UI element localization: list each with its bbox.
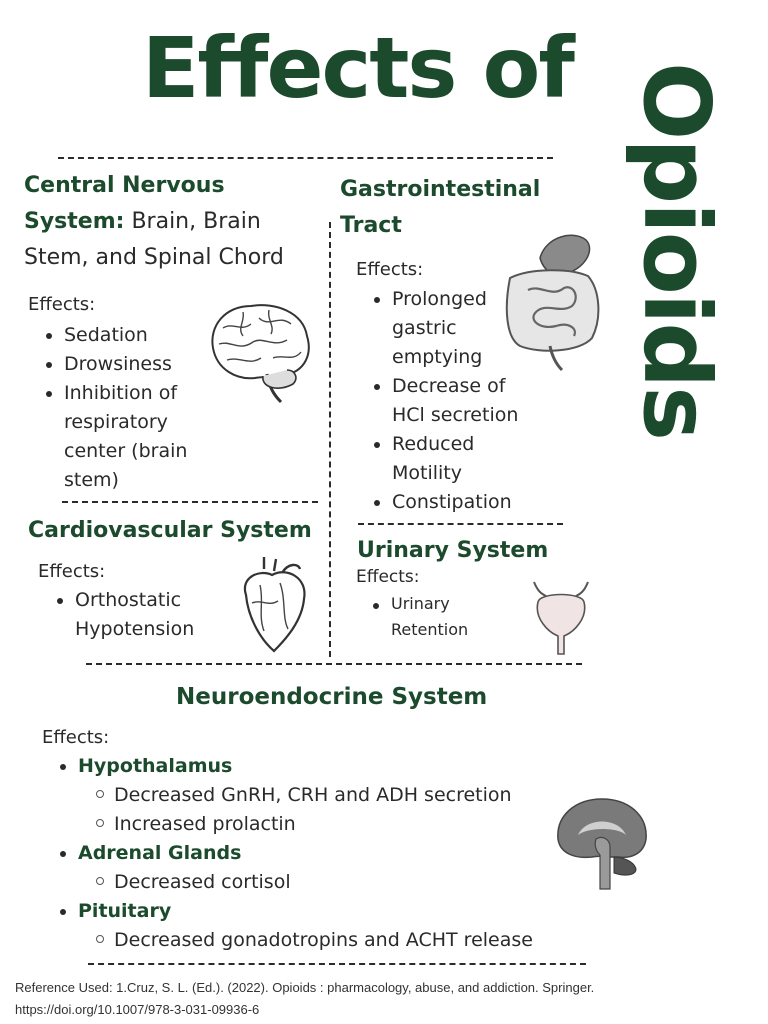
list-item: Increased prolactin [94,810,548,839]
neuro-heading: Neuroendocrine System [176,684,488,710]
digestive-tract-icon [500,228,606,374]
cardio-heading: Cardiovascular System [28,518,312,543]
divider-bottom [88,963,586,965]
reference [15,977,755,1021]
vertical-title: Opioids [623,62,730,439]
cns-subheading: Brain, Brain Stem, and Spinal Chord [24,209,284,270]
divider-vertical [329,222,331,657]
brain-icon [203,298,315,406]
urinary-effects-list [371,591,491,643]
gi-effects-label: Effects: [356,259,424,280]
list-item: Sedation [44,321,194,350]
urinary-effects-label: Effects: [356,567,420,587]
cns-effects-label: Effects: [28,294,96,315]
divider-gi [358,523,563,525]
divider-cns [62,501,318,503]
divider-middle [86,663,582,665]
cns-effects-list [44,321,194,495]
gi-heading: Gastrointestinal Tract [340,177,541,238]
cardio-effects-label: Effects: [38,561,106,582]
neuro-effects-label: Effects: [42,727,110,748]
list-item: Hypothalamus [58,752,548,781]
list-item: Prolonged gastric emptying [372,285,522,372]
cns-heading-bold: Central Nervous System: [24,173,225,234]
neuro-effects-list [58,752,548,955]
reference-citation: Reference Used: 1.Cruz, S. L. (Ed.). (2022). Opioids : pharmacology, abuse, and addiction. Springer. [15,980,595,995]
heart-icon [234,555,312,655]
list-item: Drowsiness [44,350,194,379]
cns-heading [24,168,314,276]
list-item: Urinary Retention [371,591,491,643]
list-item: Inhibition of respiratory center (brain stem) [44,379,194,495]
list-item: Decreased gonadotropins and ACHT release [94,926,548,955]
reference-doi: https://doi.org/10.1007/978-3-031-09936-6 [15,1002,260,1017]
list-item: Orthostatic Hypotension [55,586,205,644]
page-title: Effects of [142,19,573,117]
list-item: Adrenal Glands [58,839,548,868]
list-item: Decreased cortisol [94,868,548,897]
list-item: Decreased GnRH, CRH and ADH secretion [94,781,548,810]
cardio-effects-list [55,586,205,644]
bladder-icon [528,578,594,656]
list-item: Reduced Motility [372,430,522,488]
brain-section-icon [552,795,652,893]
divider-top [58,157,553,159]
list-item: Constipation [372,488,522,517]
urinary-heading: Urinary System [357,538,549,563]
list-item: Pituitary [58,897,548,926]
list-item: Decrease of HCl secretion [372,372,522,430]
